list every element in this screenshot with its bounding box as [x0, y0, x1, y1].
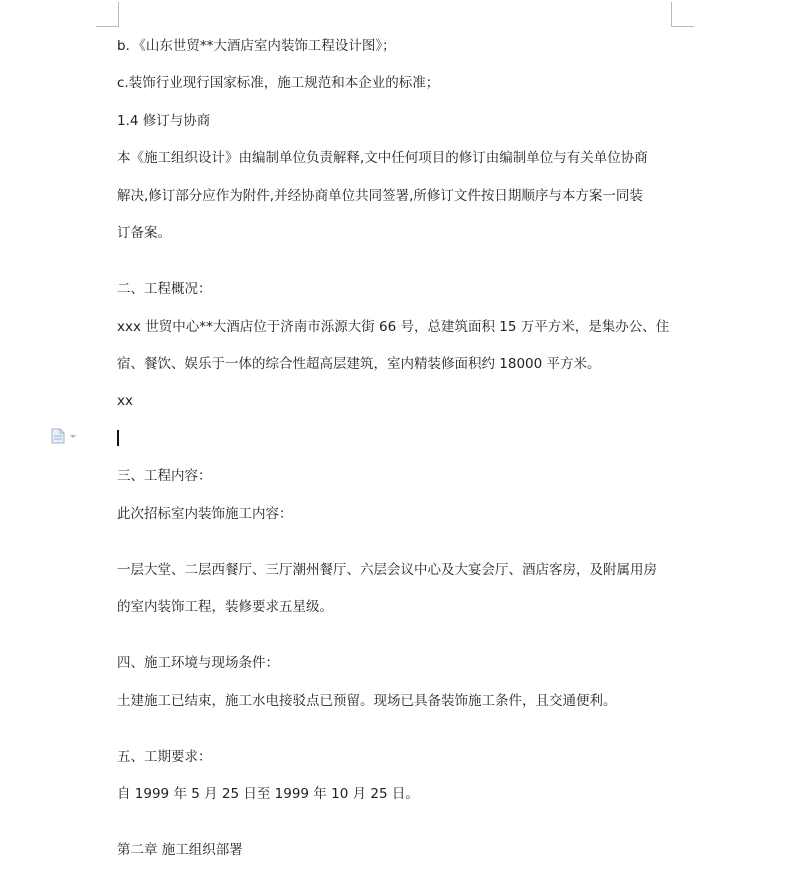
paragraph-line: 一层大堂、二层西餐厅、三厅潮州餐厅、六层会议中心及大宴会厅、酒店客房，及附属用房 — [117, 562, 657, 578]
document-menu-icon[interactable] — [50, 428, 80, 444]
section-heading-schedule: 五、工期要求： — [117, 749, 212, 765]
right-margin-corner-mark — [671, 2, 694, 27]
paragraph-line: 订备案。 — [117, 225, 171, 241]
section-heading-project-content: 三、工程内容： — [117, 468, 212, 484]
section-heading-1-4: 1.4 修订与协商 — [117, 113, 211, 129]
section-heading-project-overview: 二、工程概况： — [117, 281, 212, 297]
paragraph-line: 自 1999 年 5 月 25 日至 1999 年 10 月 25 日。 — [117, 786, 419, 802]
paragraph-line: 宿、餐饮、娱乐于一体的综合性超高层建筑，室内精装修面积约 18000 平方米。 — [117, 356, 601, 372]
text-cursor — [117, 430, 119, 446]
paragraph-line: 土建施工已结束，施工水电接驳点已预留。现场已具备装饰施工条件，且交通便利。 — [117, 693, 617, 709]
paragraph-line: 此次招标室内装饰施工内容： — [117, 506, 293, 522]
reference-line-c: c.装饰行业现行国家标准，施工规范和本企业的标准； — [117, 75, 440, 91]
paragraph-line: 解决,修订部分应作为附件,并经协商单位共同签署,所修订文件按日期顺序与本方案一同装 — [117, 188, 643, 204]
chapter-heading: 第二章 施工组织部署 — [117, 842, 243, 858]
paragraph-line: 本《施工组织设计》由编制单位负责解释,文中任何项目的修订由编制单位与有关单位协商 — [117, 150, 648, 166]
paragraph-line: 的室内装饰工程，装修要求五星级。 — [117, 599, 333, 615]
paragraph-line: xxx 世贸中心**大酒店位于济南市泺源大街 66 号，总建筑面积 15 万平方米，是集办公、住 — [117, 319, 670, 335]
left-margin-corner-mark — [96, 2, 119, 27]
reference-line-b: b．《山东世贸**大酒店室内装饰工程设计图》； — [117, 38, 396, 54]
paragraph-line: xx — [117, 393, 133, 409]
section-heading-site-conditions: 四、施工环境与现场条件： — [117, 655, 279, 671]
